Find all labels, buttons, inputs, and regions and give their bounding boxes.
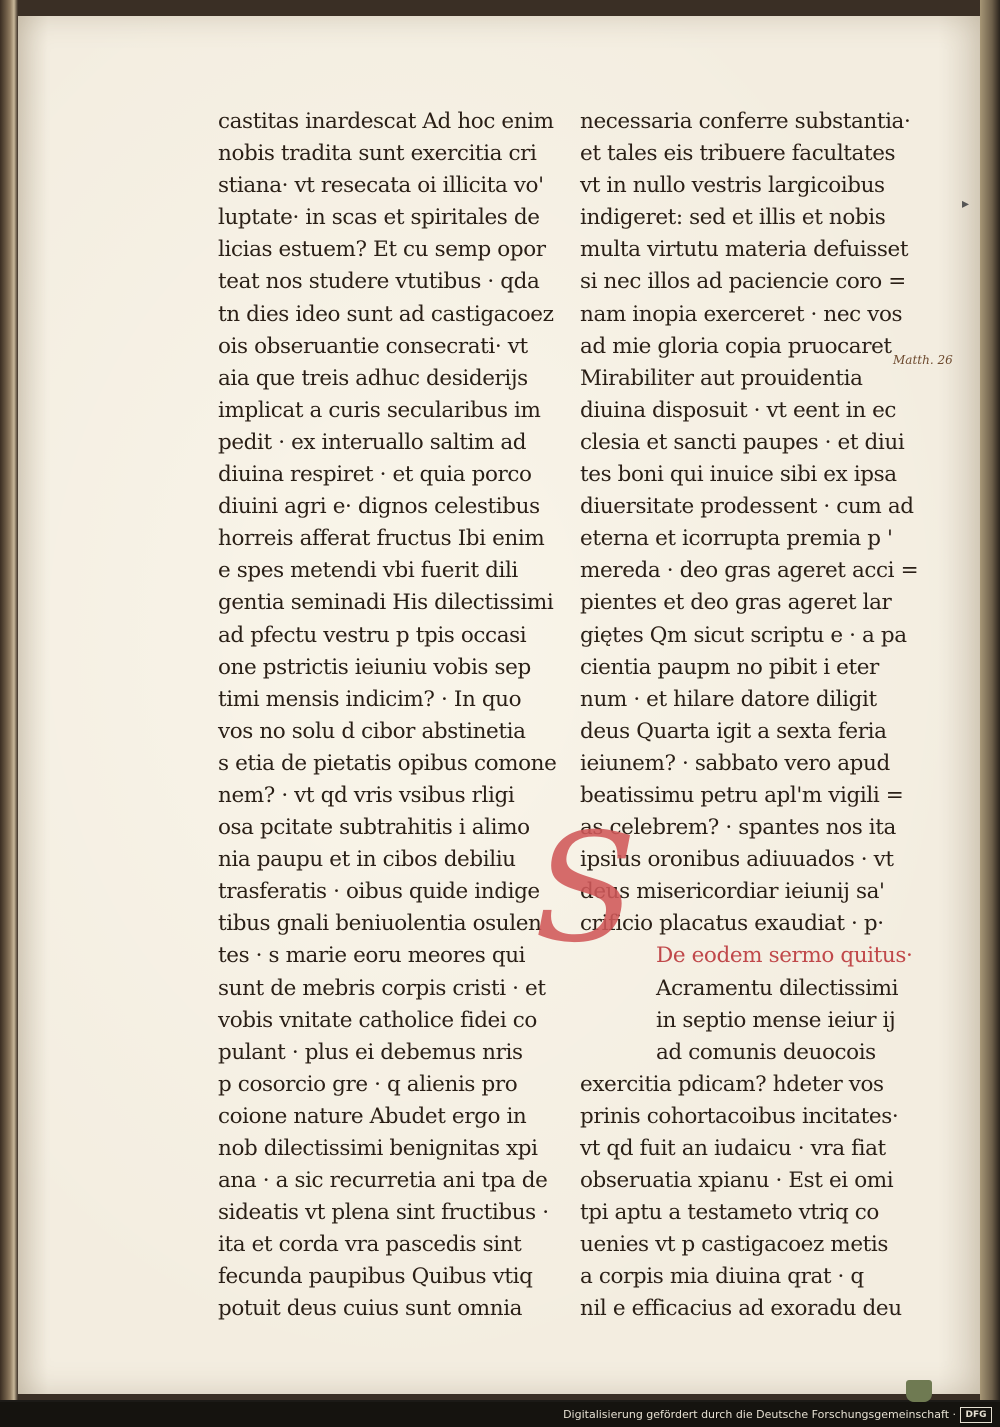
text-line: tpi aptu a testameto vtriq co <box>580 1200 879 1226</box>
text-line: ad mie gloria copia pruocaret <box>580 333 892 359</box>
text-line: vt in nullo vestris largicoibus <box>580 173 885 199</box>
bookmark-ribbon <box>906 1380 932 1402</box>
text-line: vos no solu d cibor abstinetia <box>218 718 526 744</box>
text-line: luptate· in scas et spiritales de <box>218 205 540 231</box>
text-line: as celebrem? · spantes nos ita <box>580 815 896 841</box>
text-line: ois obseruantie consecrati· vt <box>218 333 528 359</box>
dfg-logo: DFG <box>960 1407 992 1423</box>
text-line: clesia et sancti paupes · et diui <box>580 429 905 455</box>
text-line: trasferatis · oibus quide indige <box>218 879 540 905</box>
text-line: giętes Qm sicut scriptu e · a pa <box>580 622 907 648</box>
text-line: nil e efficacius ad exoradu deu <box>580 1296 902 1322</box>
right-text-column <box>580 106 919 1326</box>
text-line: ipsius oronibus adiuuados · vt <box>580 847 894 873</box>
text-line: osa pcitate subtrahitis i alimo <box>218 815 530 841</box>
text-line: multa virtutu materia defuisset <box>580 237 909 263</box>
text-line: coione nature Abudet ergo in <box>218 1103 527 1129</box>
text-line: nob dilectissimi benignitas xpi <box>218 1136 538 1161</box>
text-line: tes · s marie eoru meores qui <box>218 943 526 969</box>
text-line: timi mensis indicim? · In quo <box>218 686 522 712</box>
text-line: vobis vnitate catholice fidei co <box>218 1007 537 1033</box>
text-line: licias estuem? Et cu semp opor <box>218 237 546 263</box>
text-line: obseruatia xpianu · Est ei omi <box>580 1168 894 1194</box>
left-text-column <box>218 106 557 1326</box>
text-line: crificio placatus exaudiat · p· <box>580 911 884 937</box>
text-line: vt qd fuit an iudaicu · vra fiat <box>580 1136 886 1161</box>
text-line: ana · a sic recurretia ani tpa de <box>218 1168 548 1194</box>
text-line: horreis afferat fructus Ibi enim <box>218 526 545 552</box>
text-line: beatissimu petru apl'm vigili = <box>580 782 904 808</box>
text-line: ad comunis deuocois <box>656 1039 876 1065</box>
text-line: sideatis vt plena sint fructibus · <box>218 1200 549 1226</box>
text-line: De eodem sermo quitus· <box>656 943 913 969</box>
funding-credit: Digitalisierung gefördert durch die Deutsche Forschungsgemeinschaft · <box>563 1408 956 1421</box>
text-line: stiana· vt resecata oi illicita vo' <box>218 173 544 199</box>
text-line: in septio mense ieiur ij <box>656 1007 896 1033</box>
text-line: pulant · plus ei debemus nris <box>218 1039 523 1065</box>
text-line: tn dies ideo sunt ad castigacoez <box>218 301 554 327</box>
text-line: pientes et deo gras ageret lar <box>580 590 892 616</box>
text-line: indigeret: sed et illis et nobis <box>580 205 886 231</box>
text-line: necessaria conferre substantia· <box>580 109 911 134</box>
text-line: diuersitate prodessent · cum ad <box>580 494 914 520</box>
text-line: nem? · vt qd vris vsibus rligi <box>218 782 515 808</box>
margin-mark-icon: ▸ <box>962 196 970 212</box>
text-line: uenies vt p castigacoez metis <box>580 1232 889 1258</box>
text-line: sunt de mebris corpis cristi · et <box>218 975 546 1001</box>
text-line: eterna et icorrupta premia p ' <box>580 526 893 552</box>
text-line: s etia de pietatis opibus comone <box>218 750 557 776</box>
text-line: diuina disposuit · vt eent in ec <box>580 397 897 423</box>
text-line: et tales eis tribuere facultates <box>580 141 896 167</box>
text-line: exercitia pdicam? hdeter vos <box>580 1071 884 1097</box>
text-line: deus Quarta igit a sexta feria <box>580 718 887 744</box>
marginal-note: Matth. 26 <box>893 353 953 367</box>
text-line: tibus gnali beniuolentia osulen <box>218 911 542 937</box>
text-line: Acramentu dilectissimi <box>656 975 899 1001</box>
text-line: cientia paupm no pibit i eter <box>580 654 879 680</box>
text-line: pedit · ex interuallo saltim ad <box>218 429 527 455</box>
text-line: diuina respiret · et quia porco <box>218 462 532 488</box>
text-line: one pstrictis ieiuniu vobis sep <box>218 654 531 680</box>
illuminated-initial: S <box>534 802 637 976</box>
text-line: nam inopia exerceret · nec vos <box>580 301 903 327</box>
footer-bar <box>0 1402 1000 1427</box>
text-line: a corpis mia diuina qrat · q <box>580 1264 864 1290</box>
text-line: p cosorcio gre · q alienis pro <box>218 1071 518 1097</box>
text-line: nobis tradita sunt exercitia cri <box>218 141 537 167</box>
text-line: nia paupu et in cibos debiliu <box>218 847 516 873</box>
text-line: tes boni qui inuice sibi ex ipsa <box>580 462 897 488</box>
text-line: implicat a curis secularibus im <box>218 397 541 423</box>
text-line: castitas inardescat Ad hoc enim <box>218 109 554 134</box>
text-line: potuit deus cuius sunt omnia <box>218 1296 523 1322</box>
text-line: Mirabiliter aut prouidentia <box>580 365 863 391</box>
text-line: aia que treis adhuc desiderijs <box>218 365 528 391</box>
text-line: ieiunem? · sabbato vero apud <box>580 750 890 776</box>
text-line: e spes metendi vbi fuerit dili <box>218 558 518 584</box>
text-line: teat nos studere vtutibus · qda <box>218 269 540 295</box>
text-line: ad pfectu vestru p tpis occasi <box>218 622 527 648</box>
text-line: si nec illos ad paciencie coro = <box>580 269 906 295</box>
text-line: num · et hilare datore diligit <box>580 686 877 712</box>
text-line: diuini agri e· dignos celestibus <box>218 494 540 520</box>
text-line: mereda · deo gras ageret acci = <box>580 558 919 584</box>
text-line: ita et corda vra pascedis sint <box>218 1232 522 1258</box>
text-line: prinis cohortacoibus incitates· <box>580 1103 899 1129</box>
text-line: fecunda paupibus Quibus vtiq <box>218 1264 533 1290</box>
page-fore-edge <box>980 0 1000 1400</box>
text-line: gentia seminadi His dilectissimi <box>218 590 554 616</box>
text-line: deus misericordiar ieiunij sa' <box>580 879 885 905</box>
